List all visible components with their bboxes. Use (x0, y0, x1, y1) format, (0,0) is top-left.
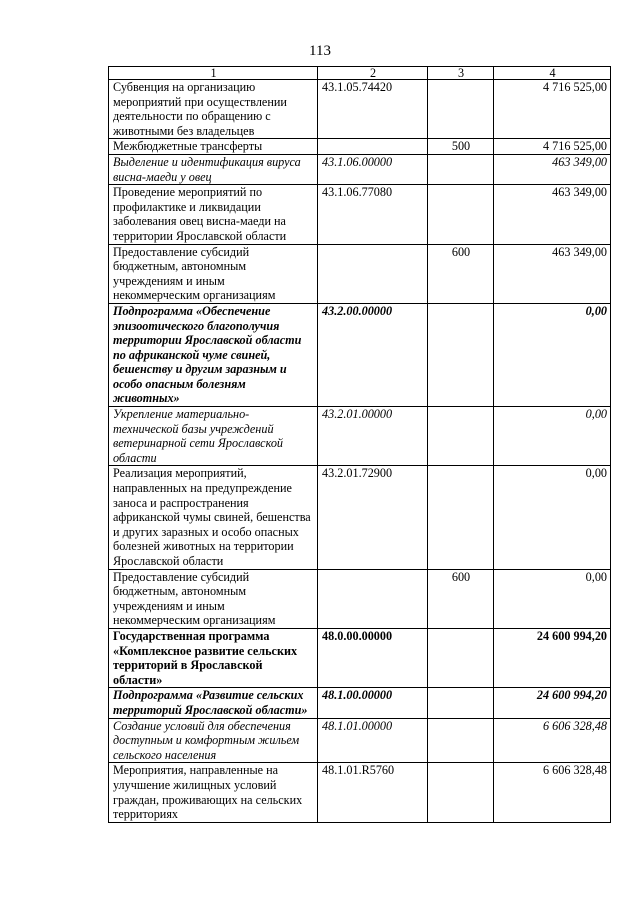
table-row (109, 407, 611, 466)
table-row (109, 763, 611, 822)
table-row (109, 466, 611, 569)
row-name: Создание условий для обеспечения доступным и комфортным жильем сельского населения (109, 718, 318, 763)
row-amount: 463 349,00 (494, 185, 611, 244)
table-row (109, 688, 611, 718)
row-code (318, 569, 428, 628)
header-col-3: 3 (428, 67, 494, 80)
row-name: Подпрограмма «Развитие сельских территорий Ярославской области» (109, 688, 318, 718)
row-code (318, 139, 428, 155)
table-row (109, 569, 611, 628)
row-amount: 463 349,00 (494, 244, 611, 303)
row-code: 43.2.00.00000 (318, 303, 428, 406)
table-row (109, 718, 611, 763)
row-code: 48.1.01.R5760 (318, 763, 428, 822)
row-name: Межбюджетные трансферты (109, 139, 318, 155)
row-name: Реализация мероприятий, направленных на предупреждение заноса и распространения африканской чумы свиней, бешенства и других заразных и особо опасных болезней животных на территории Ярославской области (109, 466, 318, 569)
row-name: Предоставление субсидий бюджетным, автономным учреждениям и иным некоммерческим организациям (109, 244, 318, 303)
table-row (109, 154, 611, 184)
budget-table (108, 66, 611, 823)
row-type: 500 (428, 139, 494, 155)
page-number: 113 (309, 43, 331, 59)
header-col-1: 1 (109, 67, 318, 80)
row-name: Проведение мероприятий по профилактике и ликвидации заболевания овец висна-маеди на территории Ярославской области (109, 185, 318, 244)
row-code (318, 244, 428, 303)
row-code: 43.1.06.00000 (318, 154, 428, 184)
table-row (109, 185, 611, 244)
header-col-2: 2 (318, 67, 428, 80)
row-type: 600 (428, 569, 494, 628)
row-code: 43.2.01.72900 (318, 466, 428, 569)
row-amount: 463 349,00 (494, 154, 611, 184)
header-col-4: 4 (494, 67, 611, 80)
row-name: Мероприятия, направленные на улучшение жилищных условий граждан, проживающих на сельских территориях (109, 763, 318, 822)
row-type (428, 154, 494, 184)
row-name: Подпрограмма «Обеспечение эпизоотического благополучия территории Ярославской области по африканской чуме свиней, бешенству и другим заразным и особо опасным болезням животных» (109, 303, 318, 406)
row-name: Выделение и идентификация вируса висна-маеди у овец (109, 154, 318, 184)
row-type: 600 (428, 244, 494, 303)
table-row (109, 303, 611, 406)
row-name: Субвенция на организацию мероприятий при осуществлении деятельности по обращению с животными без владельцев (109, 80, 318, 139)
row-type (428, 303, 494, 406)
row-amount: 4 716 525,00 (494, 80, 611, 139)
row-code: 48.1.00.00000 (318, 688, 428, 718)
row-amount: 24 600 994,20 (494, 688, 611, 718)
row-name: Предоставление субсидий бюджетным, автономным учреждениям и иным некоммерческим организациям (109, 569, 318, 628)
table-row (109, 244, 611, 303)
row-amount: 0,00 (494, 466, 611, 569)
row-type (428, 407, 494, 466)
row-code: 48.0.00.00000 (318, 628, 428, 687)
row-type (428, 185, 494, 244)
row-code: 43.2.01.00000 (318, 407, 428, 466)
row-amount: 0,00 (494, 407, 611, 466)
row-name: Укрепление материально-технической базы учреждений ветеринарной сети Ярославской области (109, 407, 318, 466)
row-code: 43.1.06.77080 (318, 185, 428, 244)
table-row (109, 139, 611, 155)
row-type (428, 763, 494, 822)
row-code: 43.1.05.74420 (318, 80, 428, 139)
table-header-row (109, 67, 611, 80)
row-amount: 6 606 328,48 (494, 763, 611, 822)
row-type (428, 466, 494, 569)
row-amount: 24 600 994,20 (494, 628, 611, 687)
table-row (109, 628, 611, 687)
row-amount: 6 606 328,48 (494, 718, 611, 763)
row-type (428, 688, 494, 718)
row-amount: 0,00 (494, 303, 611, 406)
row-type (428, 628, 494, 687)
row-type (428, 80, 494, 139)
row-code: 48.1.01.00000 (318, 718, 428, 763)
row-amount: 4 716 525,00 (494, 139, 611, 155)
table-row (109, 80, 611, 139)
row-type (428, 718, 494, 763)
row-amount: 0,00 (494, 569, 611, 628)
row-name: Государственная программа «Комплексное развитие сельских территорий в Ярославской области» (109, 628, 318, 687)
